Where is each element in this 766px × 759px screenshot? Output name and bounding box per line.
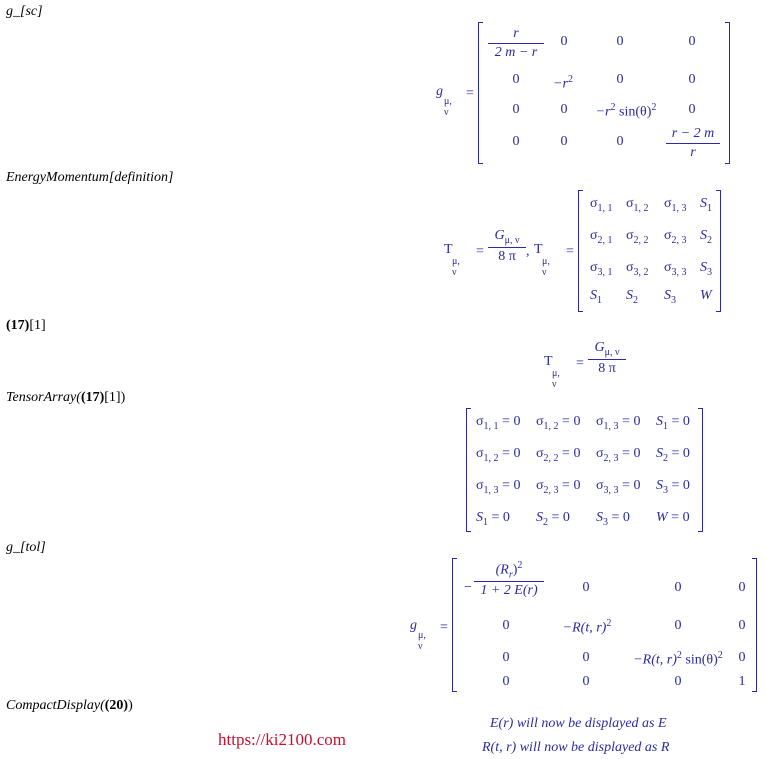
g-subscript: μ, ν (418, 630, 426, 652)
T-symbol: T (444, 242, 453, 257)
tol-g14: 0 (738, 580, 746, 595)
ta-cell: $\sigma_{1, 3} = 0$ (596, 414, 641, 432)
equals-sign: = (440, 620, 448, 635)
ta-cell: $\sigma_{1, 2} = 0$ (536, 414, 581, 432)
input-g-tol[interactable]: g_[tol] (6, 540, 46, 555)
ta-cell: $\sigma_{1, 1} = 0$ (476, 414, 521, 432)
g42: 0 (560, 134, 568, 149)
em-cell: $\sigma_{3, 3}$ (664, 260, 687, 278)
equals-sign-2: = (566, 244, 574, 259)
ta-cell: $\sigma_{3, 3} = 0$ (596, 478, 641, 496)
tol-left-bracket (452, 558, 457, 692)
ta-cell: $\sigma_{1, 3} = 0$ (476, 478, 521, 496)
em-cell: $\sigma_{3, 1}$ (590, 260, 613, 278)
input-g-sc[interactable]: g_[sc] (6, 4, 43, 19)
g34: 0 (688, 102, 696, 117)
g11-fraction: $(R_r)^2$ 1 + 2 E(r) (474, 560, 544, 599)
g14: 0 (688, 34, 696, 49)
tol-right-bracket (752, 558, 757, 692)
tol-g31: 0 (502, 650, 510, 665)
ta-cell: $S_1 = 0$ (656, 414, 690, 432)
g23: 0 (616, 72, 624, 87)
ta-cell: $\sigma_{2, 3} = 0$ (536, 478, 581, 496)
compact-display-note-2: R(t, r) will now be displayed as R (482, 740, 670, 755)
T-subscript: μ, ν (552, 368, 560, 390)
g13: 0 (616, 34, 624, 49)
comma: , (526, 244, 530, 259)
em-cell: $S_2$ (626, 288, 638, 306)
em-cell: $S_3$ (700, 260, 712, 278)
em-cell: $\sigma_{2, 3}$ (664, 228, 687, 246)
tol-g42: 0 (582, 674, 590, 689)
watermark-link[interactable]: https://ki2100.com (218, 730, 346, 749)
ta-right-bracket (698, 408, 703, 532)
ta-cell: W = 0 (656, 510, 690, 525)
ta-cell: $S_2 = 0$ (656, 446, 690, 464)
input-eq17-index[interactable]: (17)[1] (6, 318, 46, 333)
em-cell: W (700, 288, 712, 303)
equals-sign: = (576, 356, 584, 371)
tol-g13: 0 (674, 580, 682, 595)
ta-cell: $S_1 = 0$ (476, 510, 510, 528)
ta-cell: $S_3 = 0$ (656, 478, 690, 496)
input-tensor-array[interactable]: TensorArray((17)[1]) (6, 390, 126, 405)
g43: 0 (616, 134, 624, 149)
ta-cell: $S_2 = 0$ (536, 510, 570, 528)
tol-g12: 0 (582, 580, 590, 595)
g24: 0 (688, 72, 696, 87)
g11-fraction: r 2 m − r (488, 26, 544, 61)
g12: 0 (560, 34, 568, 49)
em-cell: $S_3$ (664, 288, 676, 306)
input-energy-momentum[interactable]: EnergyMomentum[definition] (6, 170, 174, 185)
g44-fraction: r − 2 m r (666, 126, 720, 161)
tol-g32: 0 (582, 650, 590, 665)
T-subscript-2: μ, ν (542, 256, 550, 278)
em-right-bracket (716, 190, 721, 312)
g41: 0 (512, 134, 520, 149)
g-subscript: μ, ν (444, 96, 452, 118)
equals-sign: = (476, 244, 484, 259)
ta-left-bracket (466, 408, 471, 532)
em-cell: $\sigma_{2, 2}$ (626, 228, 649, 246)
tol-g44: 1 (738, 674, 746, 689)
g-symbol: g (410, 618, 417, 633)
tol-g41: 0 (502, 674, 510, 689)
g11-minus: − (464, 580, 472, 595)
input-compact-display[interactable]: CompactDisplay((20)) (6, 698, 133, 713)
tol-g43: 0 (674, 674, 682, 689)
em-cell: $\sigma_{1, 1}$ (590, 196, 613, 214)
tol-g22: −R(t, r)$^2$ (562, 618, 612, 636)
em-cell: $\sigma_{2, 1}$ (590, 228, 613, 246)
g21: 0 (512, 72, 520, 87)
g33: $-r^2$ $\sin(\theta)^2$ (595, 102, 657, 120)
ta-cell: $\sigma_{2, 2} = 0$ (536, 446, 581, 464)
tol-g23: 0 (674, 618, 682, 633)
em-cell: $\sigma_{1, 3}$ (664, 196, 687, 214)
g-symbol: g (436, 84, 443, 99)
ta-cell: $S_3 = 0$ (596, 510, 630, 528)
matrix-left-bracket (478, 22, 483, 164)
em-cell: $\sigma_{1, 2}$ (626, 196, 649, 214)
equals-sign: = (466, 86, 474, 101)
T-subscript: μ, ν (452, 256, 460, 278)
g31: 0 (512, 102, 520, 117)
em-cell: $S_2$ (700, 228, 712, 246)
compact-display-note-1: E(r) will now be displayed as E (490, 716, 667, 731)
g22: $-r^2$ (553, 74, 573, 92)
g32: 0 (560, 102, 568, 117)
tol-g24: 0 (738, 618, 746, 633)
G-over-8pi: $G_{\mu, \nu}$ 8 π (488, 228, 526, 265)
em-left-bracket (578, 190, 583, 312)
tol-g33: −R(t, r)$^2$ $\sin(\theta)^2$ (633, 650, 723, 668)
T-symbol: T (544, 354, 553, 369)
ta-cell: $\sigma_{1, 2} = 0$ (476, 446, 521, 464)
G-over-8pi: $G_{\mu, \nu}$ 8 π (588, 340, 626, 377)
em-cell: $\sigma_{3, 2}$ (626, 260, 649, 278)
ta-cell: $\sigma_{2, 3} = 0$ (596, 446, 641, 464)
em-cell: $S_1$ (700, 196, 712, 214)
matrix-right-bracket (725, 22, 730, 164)
tol-g21: 0 (502, 618, 510, 633)
em-cell: $S_1$ (590, 288, 602, 306)
T-symbol-2: T (534, 242, 543, 257)
tol-g34: 0 (738, 650, 746, 665)
